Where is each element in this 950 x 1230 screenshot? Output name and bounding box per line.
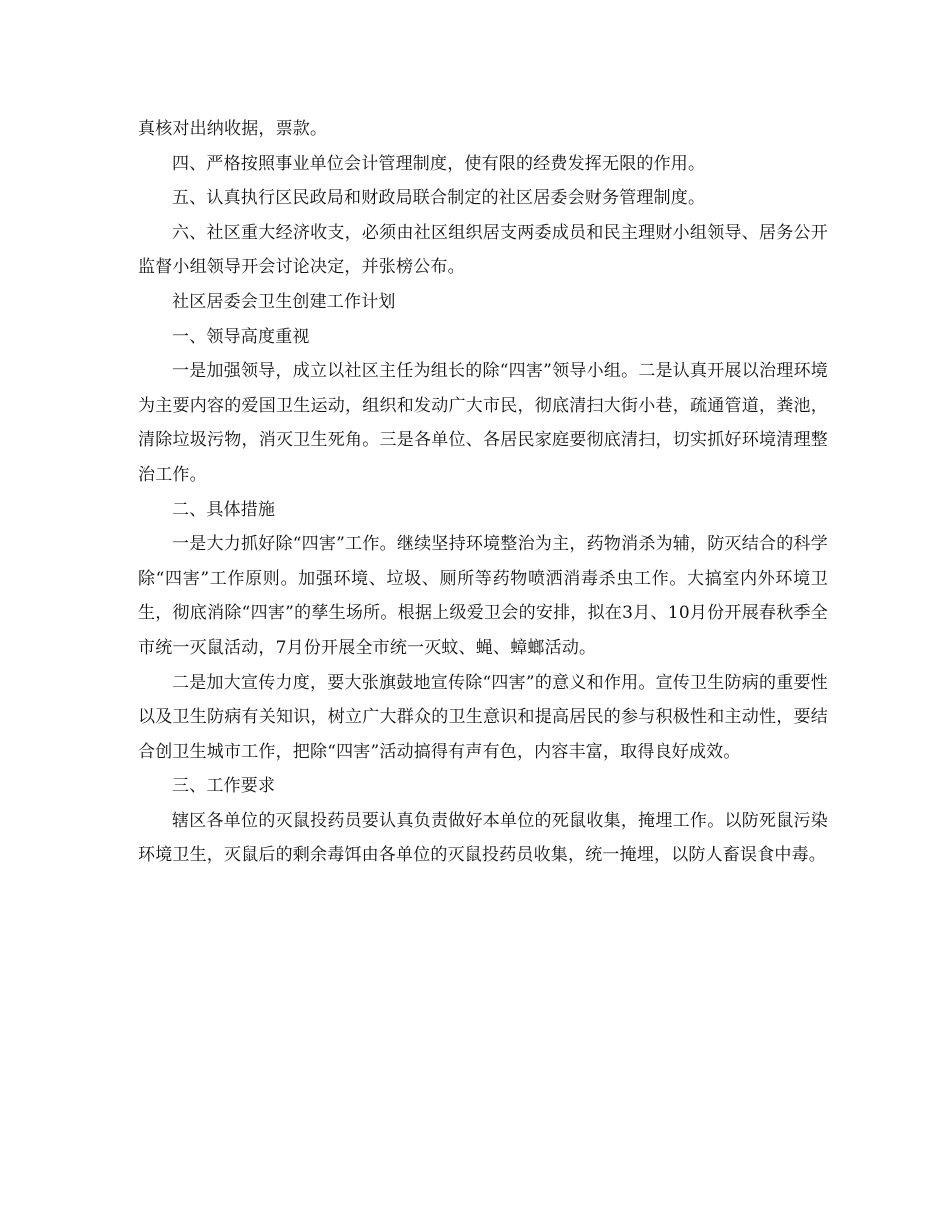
paragraph-requirements: 辖区各单位的灭鼠投药员要认真负责做好本单位的死鼠收集，掩埋工作。以防死鼠污染环境卫生，灭鼠后的剩余毒饵由各单位的灭鼠投药员收集，统一掩埋，以防人畜误食中毒。: [138, 810, 828, 866]
paragraph-leadership: 一是加强领导，成立以社区主任为组长的除“四害”领导小组。二是认真开展以治理环境为主要内容的爱国卫生运动，组织和发动广大市民，彻底清扫大街小巷，疏通管道，粪池，清除垃圾污物，消灭卫生死角。三是各单位、各居民家庭要彻底清扫，切实抓好环境清理整治工作。: [138, 361, 828, 485]
paragraph-item-6: 六、社区重大经济收支，必须由社区组织居支两委成员和民主理财小组领导、居务公开监督小组领导开会讨论决定，并张榜公布。: [138, 222, 828, 278]
paragraph-continuation: 真核对出纳收据，票款。: [138, 119, 328, 139]
document-body: [138, 112, 828, 873]
section-title: 社区居委会卫生创建工作计划: [172, 291, 396, 312]
heading-leadership: 一、领导高度重视: [172, 326, 310, 347]
paragraph-measures-2: 二是加大宣传力度，要大张旗鼓地宣传除“四害”的意义和作用。宣传卫生防病的重要性以及卫生防病有关知识，树立广大群众的卫生意识和提高居民的参与积极性和主动性，要结合创卫生城市工作，把除“四害”活动搞得有声有色，内容丰富，取得良好成效。: [138, 672, 828, 762]
paragraph-measures-1: 一是大力抓好除“四害”工作。继续坚持环境整治为主，药物消杀为辅，防灭结合的科学除“四害”工作原则。加强环境、垃圾、厕所等药物喷洒消毒杀虫工作。大搞室内外环境卫生，彻底消除“四害”的孳生场所。根据上级爱卫会的安排，拟在3月、10月份开展春秋季全市统一灭鼠活动，7月份开展全市统一灭蚊、蝇、蟑螂活动。: [138, 534, 828, 658]
paragraph-item-4: 四、严格按照事业单位会计管理制度，使有限的经费发挥无限的作用。: [172, 153, 706, 174]
heading-measures: 二、具体措施: [172, 499, 276, 520]
heading-requirements: 三、工作要求: [172, 776, 276, 797]
paragraph-item-5: 五、认真执行区民政局和财政局联合制定的社区居委会财务管理制度。: [172, 188, 706, 209]
